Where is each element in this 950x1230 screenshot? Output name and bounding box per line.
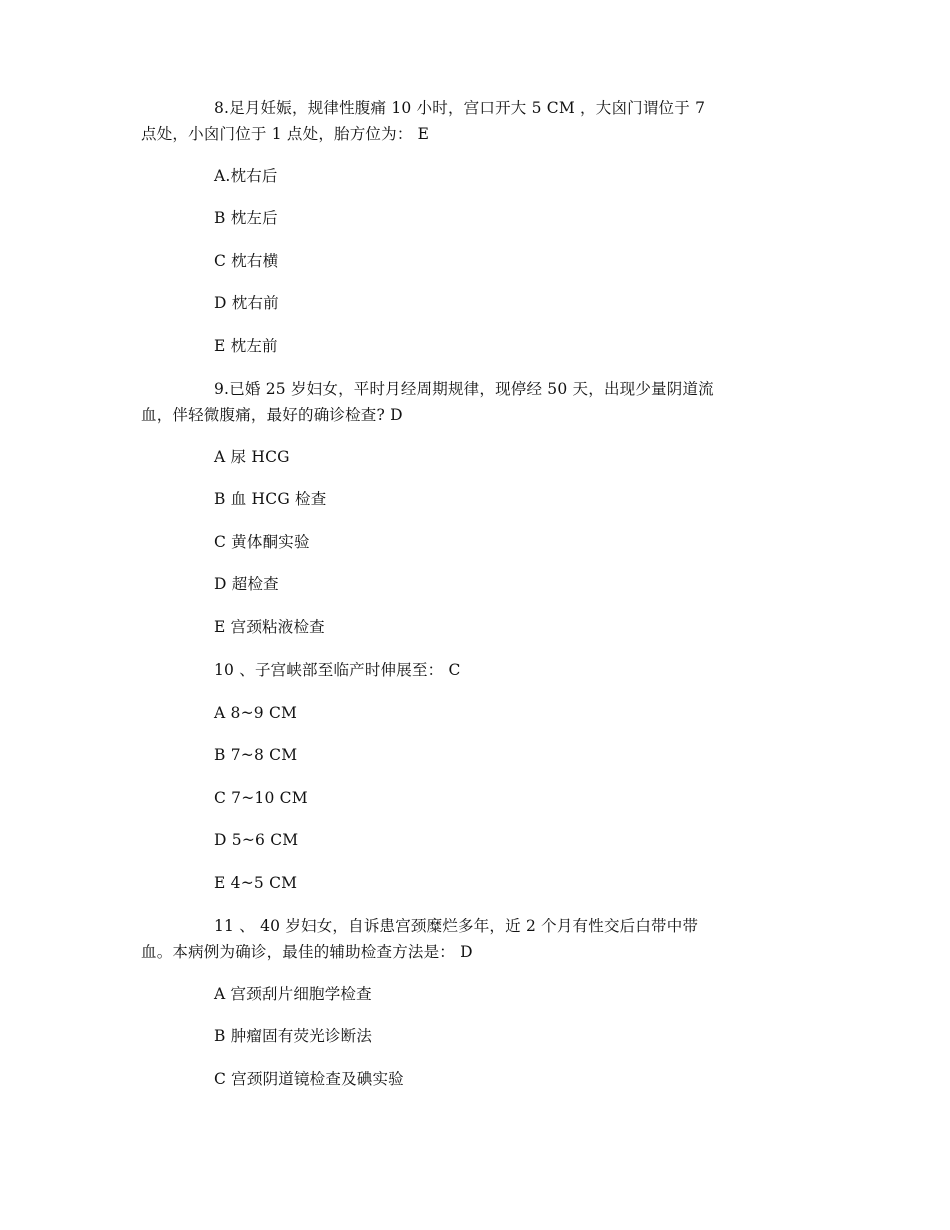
question-8-option-a: A.枕右后 (214, 167, 278, 185)
question-9-option-b: B 血 HCG 检查 (214, 490, 327, 508)
question-8-line-1: 8.足月妊娠，规律性腹痛 10 小时，宫口开大 5 CM ，大囟门谓位于 7 (214, 99, 706, 117)
question-8-option-b: B 枕左后 (214, 209, 278, 227)
question-10-option-c: C 7~10 CM (214, 789, 308, 807)
question-9-option-e: E 宫颈粘液检查 (214, 618, 325, 636)
question-10-option-e: E 4~5 CM (214, 874, 298, 892)
question-8-option-c: C 枕右横 (214, 252, 279, 270)
question-11-line-2: 血。本病例为确诊，最佳的辅助检查方法是： D (141, 943, 473, 961)
question-11-option-b: B 肿瘤固有荧光诊断法 (214, 1027, 373, 1045)
question-9-line-2: 血，伴轻微腹痛，最好的确诊检查? D (141, 406, 403, 424)
question-9-option-a: A 尿 HCG (214, 448, 290, 466)
question-10-option-d: D 5~6 CM (214, 831, 299, 849)
question-10-option-a: A 8~9 CM (214, 704, 298, 722)
question-8-option-d: D 枕右前 (214, 294, 279, 312)
question-11-option-c: C 宫颈阴道镜检查及碘实验 (214, 1070, 404, 1088)
question-8-option-e: E 枕左前 (214, 337, 278, 355)
question-11-option-a: A 宫颈刮片细胞学检查 (214, 985, 372, 1003)
question-9-option-c: C 黄体酮实验 (214, 533, 310, 551)
question-9-line-1: 9.已婚 25 岁妇女，平时月经周期规律，现停经 50 天，出现少量阴道流 (214, 380, 714, 398)
question-10-line-1: 10 、子宫峡部至临产时伸展至： C (214, 661, 461, 679)
question-9-option-d: D 超检查 (214, 575, 279, 593)
question-8-line-2: 点处，小囟门位于 1 点处，胎方位为： E (141, 125, 430, 143)
question-11-line-1: 11 、 40 岁妇女，自诉患宫颈糜烂多年，近 2 个月有性交后白带中带 (214, 917, 699, 935)
question-10-option-b: B 7~8 CM (214, 746, 298, 764)
